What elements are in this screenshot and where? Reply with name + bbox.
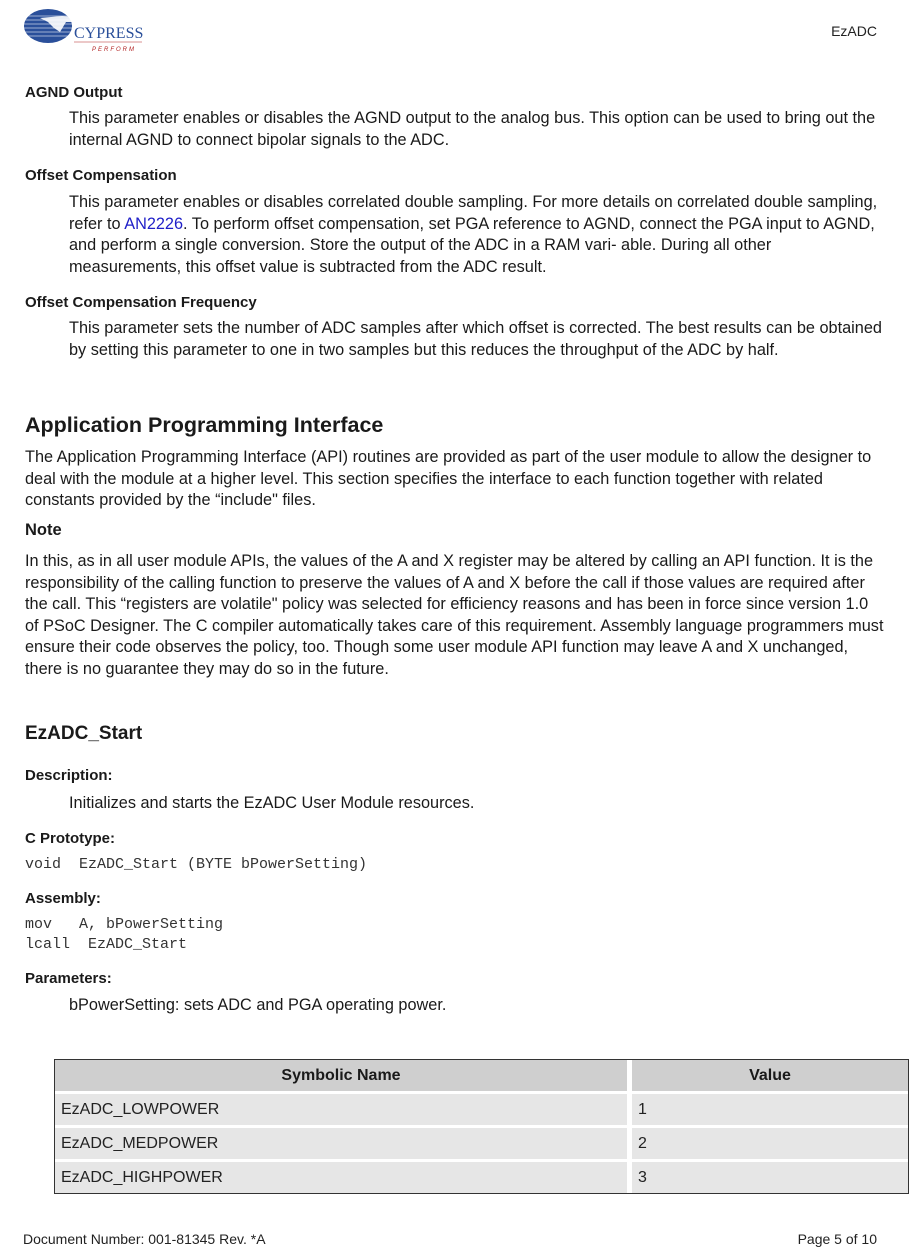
assembly-line-2: lcall EzADC_Start: [25, 936, 188, 953]
table-row: [55, 1094, 908, 1128]
assembly-line-1: mov A, bPowerSetting: [25, 916, 224, 933]
footer-doc-number: Document Number: 001-81345 Rev. *A: [23, 1231, 266, 1247]
api-heading: Application Programming Interface: [25, 413, 384, 437]
header-title: EzADC: [831, 23, 877, 39]
cell-name: EzADC_LOWPOWER: [55, 1094, 632, 1128]
table-row: [55, 1162, 908, 1193]
parameters-label: Parameters:: [25, 970, 112, 987]
cell-value: 3: [632, 1162, 908, 1193]
offset-freq-heading: Offset Compensation Frequency: [25, 294, 257, 311]
logo-tagline: PERFORM: [92, 47, 136, 53]
description-text: Initializes and starts the EzADC User Module resources.: [69, 794, 475, 812]
parameters-text: bPowerSetting: sets ADC and PGA operating power.: [69, 996, 447, 1014]
cypress-logo: [22, 4, 147, 56]
note-heading: Note: [25, 521, 62, 539]
logo-text: CYPRESS: [74, 25, 144, 42]
agnd-body: This parameter enables or disables the AGND output to the analog bus. This option can be used to bring out the internal AGND to connect bipolar signals to the ADC.: [69, 109, 876, 149]
offset-body-before: This parameter enables or disables correlated double sampling. For more details on correlated double sampling, refer to: [69, 193, 878, 233]
header-symbolic-name: Symbolic Name: [55, 1060, 632, 1094]
cell-name: EzADC_MEDPOWER: [55, 1128, 632, 1162]
power-setting-table: [54, 1059, 909, 1194]
cell-value: 1: [632, 1094, 908, 1128]
prototype-label: C Prototype:: [25, 830, 115, 847]
table-header-row: [55, 1060, 908, 1094]
footer-page-number: Page 5 of 10: [797, 1231, 877, 1247]
offset-freq-body: This parameter sets the number of ADC samples after which offset is corrected. The best results can be obtained by setting this parameter to one in two samples but this reduces the throughput of the ADC by half.: [69, 319, 882, 359]
cell-value: 2: [632, 1128, 908, 1162]
api-body: The Application Programming Interface (API) routines are provided as part of the user module to allow the designer to deal with the module at a higher level. This section specifies the interface to each function together with related constants provided by the “include" files.: [25, 448, 872, 509]
description-label: Description:: [25, 767, 113, 784]
cypress-logo-icon: [22, 4, 147, 56]
offset-heading: Offset Compensation: [25, 167, 177, 184]
an2226-link[interactable]: AN2226: [124, 214, 184, 233]
cell-name: EzADC_HIGHPOWER: [55, 1162, 632, 1193]
assembly-label: Assembly:: [25, 890, 101, 907]
table-row: [55, 1128, 908, 1162]
agnd-heading: AGND Output: [25, 84, 123, 101]
offset-body-after: . To perform offset compensation, set PGA reference to AGND, connect the PGA input to AGND, and perform a single conversion. Store the output of the ADC in a RAM vari- able. During all other measurements, this offset value is subtracted from the ADC result.: [69, 214, 875, 276]
note-body: In this, as in all user module APIs, the values of the A and X register may be altered by calling an API function. It is the responsibility of the calling function to preserve the values of A and X before the call if those values are required after the call. This “registers are volatile" policy was selected for efficiency reasons and has been in force since version 1.0 of PSoC Designer. The C compiler automatically takes care of this requirement. Assembly language programmers must ensure their code observes the policy, too. Though some user module API function may leave A and X unchanged, there is no guarantee they may do so in the future.: [25, 552, 884, 678]
ezadc-start-heading: EzADC_Start: [25, 723, 143, 744]
header-value: Value: [632, 1060, 908, 1094]
prototype-code: void EzADC_Start (BYTE bPowerSetting): [25, 856, 368, 873]
offset-body: [69, 192, 884, 278]
